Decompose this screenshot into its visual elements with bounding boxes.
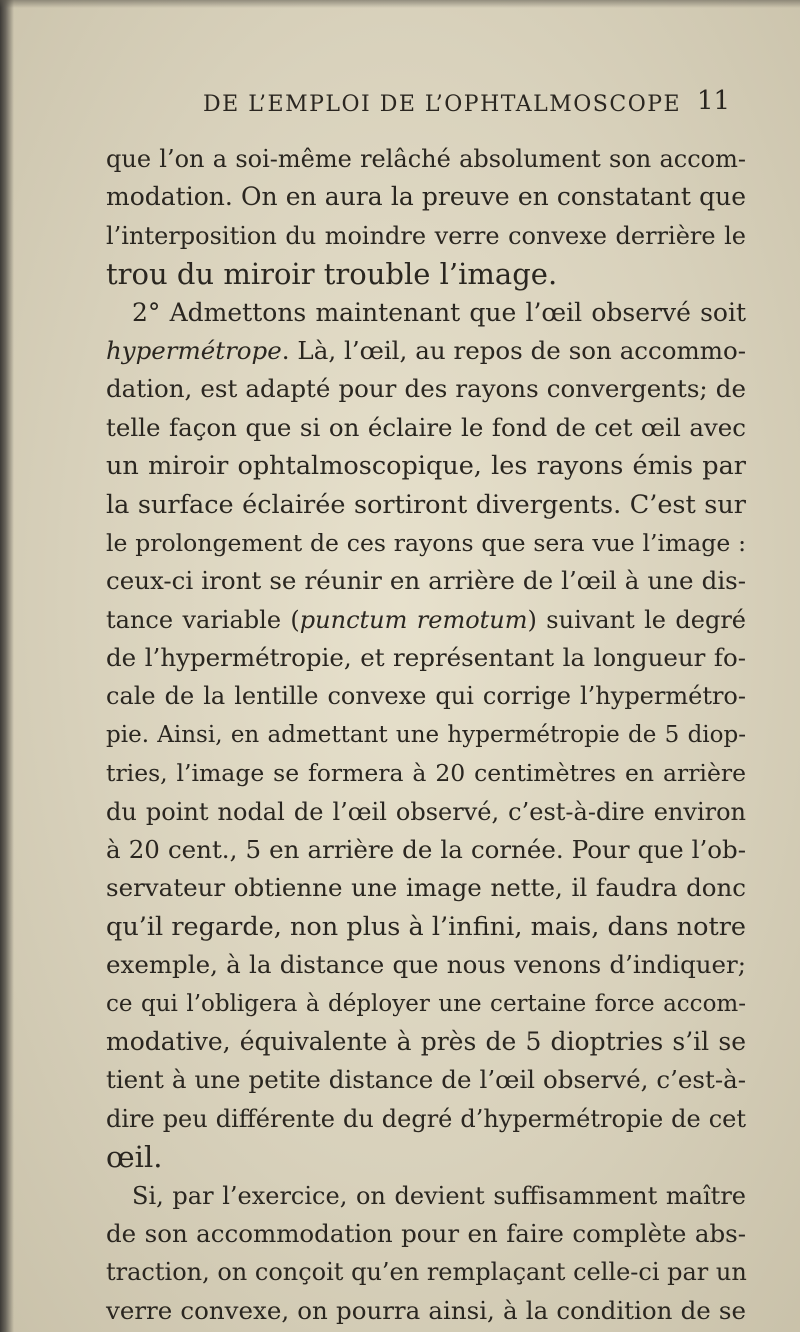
text-line: exemple, à la distance que nous venons d’indiquer; [106,950,746,980]
body-text [106,140,746,1330]
text-line: telle façon que si on éclaire le fond de cet œil avec [106,412,746,442]
running-title: DE L’EMPLOI DE L’OPHTALMOSCOPE [203,92,682,117]
text-line: ceux-ci iront se réunir en arrière de l’œil à une dis- [106,566,746,596]
italic-term: hypermétrope [106,335,282,365]
text-line: que l’on a soi-même relâché absolument son accom- [106,145,746,173]
text-line: œil. [106,1140,163,1175]
text-line: la surface éclairée sortiront divergents. C’est sur [106,489,746,520]
text-line: 2° Admettons maintenant que l’œil observé soit [132,297,746,327]
page-number: 11 [697,86,731,116]
text-line: Si, par l’exercice, on devient suffisamment maître [132,1181,746,1210]
text-line: dation, est adapté pour des rayons convergents; de [106,374,746,404]
page-binding-shadow [0,0,14,1332]
text-fragment: tance variable ( [106,605,300,634]
text-line: un miroir ophtalmoscopique, les rayons émis par [106,451,746,482]
text-line: le prolongement de ces rayons que sera vue l’image : [106,528,746,557]
text-line: modative, équivalente à près de 5 dioptries s’il se [106,1026,746,1056]
text-line: de l’hypermétropie, et représentant la longueur fo- [106,643,746,673]
text-line: cale de la lentille convexe qui corrige l’hypermétro- [106,682,746,711]
text-line: servateur obtienne une image nette, il faudra donc [106,873,746,903]
text-line: à 20 cent., 5 en arrière de la cornée. Pour que l’ob- [106,835,746,865]
text-line: ce qui l’obligera à déployer une certaine force accom- [106,990,746,1017]
text-line: de son accommodation pour en faire complète abs- [106,1218,746,1248]
text-line: dire peu différente du degré d’hypermétropie de cet [106,1104,746,1133]
text-line-italic-mixed [106,332,746,370]
text-line: modation. On en aura la preuve en constatant que [106,182,746,212]
italic-term: punctum remotum [299,605,528,634]
text-line: pie. Ainsi, en admettant une hypermétropie de 5 diop- [106,721,746,748]
running-head [0,86,800,126]
text-line: tries, l’image se formera à 20 centimètres en arrière [106,759,746,788]
text-line: tient à une petite distance de l’œil observé, c’est-à- [106,1065,746,1095]
page-top-shadow [0,0,800,8]
text-fragment: . Là, l’œil, au repos de son accommo- [281,335,746,365]
text-line: traction, on conçoit qu’en remplaçant celle-ci par un [106,1258,747,1287]
text-line-italic-mixed [106,601,746,639]
text-line: trou du miroir trouble l’image. [106,257,558,292]
text-line: verre convexe, on pourra ainsi, à la condition de se [106,1295,746,1325]
text-line: l’interposition du moindre verre convexe derrière le [106,221,746,250]
text-line: du point nodal de l’œil observé, c’est-à-dire environ [106,797,746,826]
text-fragment: ) suivant le degré [527,605,747,634]
text-line: qu’il regarde, non plus à l’infini, mais, dans notre [106,911,746,942]
